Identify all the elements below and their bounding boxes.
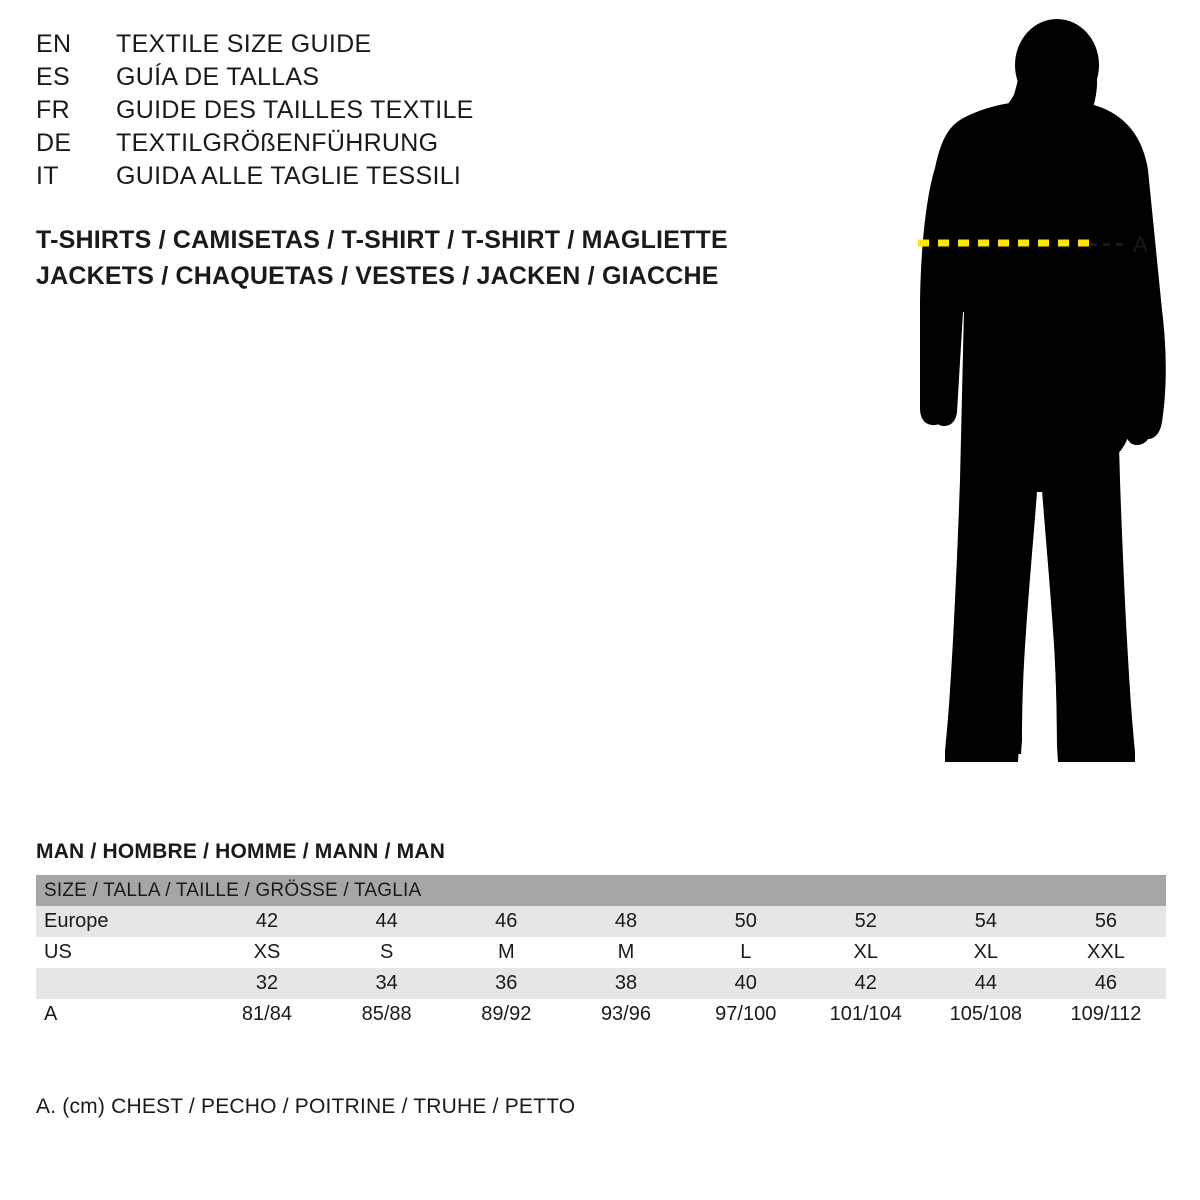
language-text: TEXTILE SIZE GUIDE bbox=[116, 30, 372, 58]
table-cell: M bbox=[446, 937, 566, 968]
table-cell: M bbox=[566, 937, 686, 968]
table-cell: 56 bbox=[1046, 906, 1166, 937]
language-row bbox=[36, 160, 756, 193]
table-cell: 48 bbox=[566, 906, 686, 937]
table-cell: 50 bbox=[686, 906, 806, 937]
table-cell: 42 bbox=[207, 906, 327, 937]
table-cell: 46 bbox=[446, 906, 566, 937]
table-header-label: SIZE / TALLA / TAILLE / GRÖSSE / TAGLIA bbox=[36, 875, 1166, 906]
language-row bbox=[36, 28, 756, 61]
table-cell: XL bbox=[806, 937, 926, 968]
garment-category-block bbox=[36, 222, 796, 294]
table-cell: XXL bbox=[1046, 937, 1166, 968]
size-table bbox=[36, 875, 1166, 1030]
row-label: A bbox=[36, 999, 207, 1030]
language-code: DE bbox=[36, 129, 72, 157]
chest-leader-dashes bbox=[1090, 243, 1126, 246]
language-code: FR bbox=[36, 96, 70, 124]
table-row bbox=[36, 999, 1166, 1030]
table-header-row bbox=[36, 875, 1166, 906]
language-row bbox=[36, 127, 756, 160]
category-line-jackets: JACKETS / CHAQUETAS / VESTES / JACKEN / GIACCHE bbox=[36, 262, 719, 290]
table-cell: 54 bbox=[926, 906, 1046, 937]
table-cell: 42 bbox=[806, 968, 926, 999]
table-cell: 105/108 bbox=[926, 999, 1046, 1030]
table-cell: 38 bbox=[566, 968, 686, 999]
language-code: ES bbox=[36, 63, 70, 91]
table-row bbox=[36, 906, 1166, 937]
table-cell: XS bbox=[207, 937, 327, 968]
table-cell: 109/112 bbox=[1046, 999, 1166, 1030]
table-title: MAN / HOMBRE / HOMME / MANN / MAN bbox=[36, 840, 446, 863]
table-cell: 89/92 bbox=[446, 999, 566, 1030]
language-text: GUÍA DE TALLAS bbox=[116, 63, 320, 91]
language-code: IT bbox=[36, 162, 59, 190]
table-cell: 85/88 bbox=[327, 999, 447, 1030]
language-text: GUIDA ALLE TAGLIE TESSILI bbox=[116, 162, 462, 190]
table-cell: 97/100 bbox=[686, 999, 806, 1030]
table-cell: S bbox=[327, 937, 447, 968]
table-cell: 34 bbox=[327, 968, 447, 999]
table-cell: L bbox=[686, 937, 806, 968]
language-text: GUIDE DES TAILLES TEXTILE bbox=[116, 96, 474, 124]
category-line-tshirts: T-SHIRTS / CAMISETAS / T-SHIRT / T-SHIRT / MAGLIETTE bbox=[36, 226, 728, 254]
table-row bbox=[36, 937, 1166, 968]
male-silhouette-shape bbox=[920, 19, 1166, 762]
table-cell: 101/104 bbox=[806, 999, 926, 1030]
language-header-block bbox=[36, 28, 756, 193]
language-code: EN bbox=[36, 30, 72, 58]
table-cell: 44 bbox=[926, 968, 1046, 999]
row-label: Europe bbox=[36, 906, 207, 937]
row-label bbox=[36, 968, 207, 999]
table-row bbox=[36, 968, 1166, 999]
table-cell: 93/96 bbox=[566, 999, 686, 1030]
chest-measure-label: A bbox=[1133, 232, 1148, 257]
row-label: US bbox=[36, 937, 207, 968]
table-cell: 44 bbox=[327, 906, 447, 937]
table-cell: XL bbox=[926, 937, 1046, 968]
language-row bbox=[36, 61, 756, 94]
size-table-section bbox=[36, 840, 1166, 1030]
table-cell: 32 bbox=[207, 968, 327, 999]
head-shape bbox=[1015, 19, 1099, 111]
table-cell: 81/84 bbox=[207, 999, 327, 1030]
body-silhouette-illustration bbox=[790, 10, 1190, 800]
table-cell: 40 bbox=[686, 968, 806, 999]
language-text: TEXTILGRÖßENFÜHRUNG bbox=[116, 129, 439, 157]
silhouette-svg bbox=[790, 10, 1190, 800]
table-cell: 52 bbox=[806, 906, 926, 937]
table-cell: 36 bbox=[446, 968, 566, 999]
measurement-footnote: A. (cm) CHEST / PECHO / POITRINE / TRUHE / PETTO bbox=[36, 1095, 576, 1118]
table-cell: 46 bbox=[1046, 968, 1166, 999]
language-row bbox=[36, 94, 756, 127]
